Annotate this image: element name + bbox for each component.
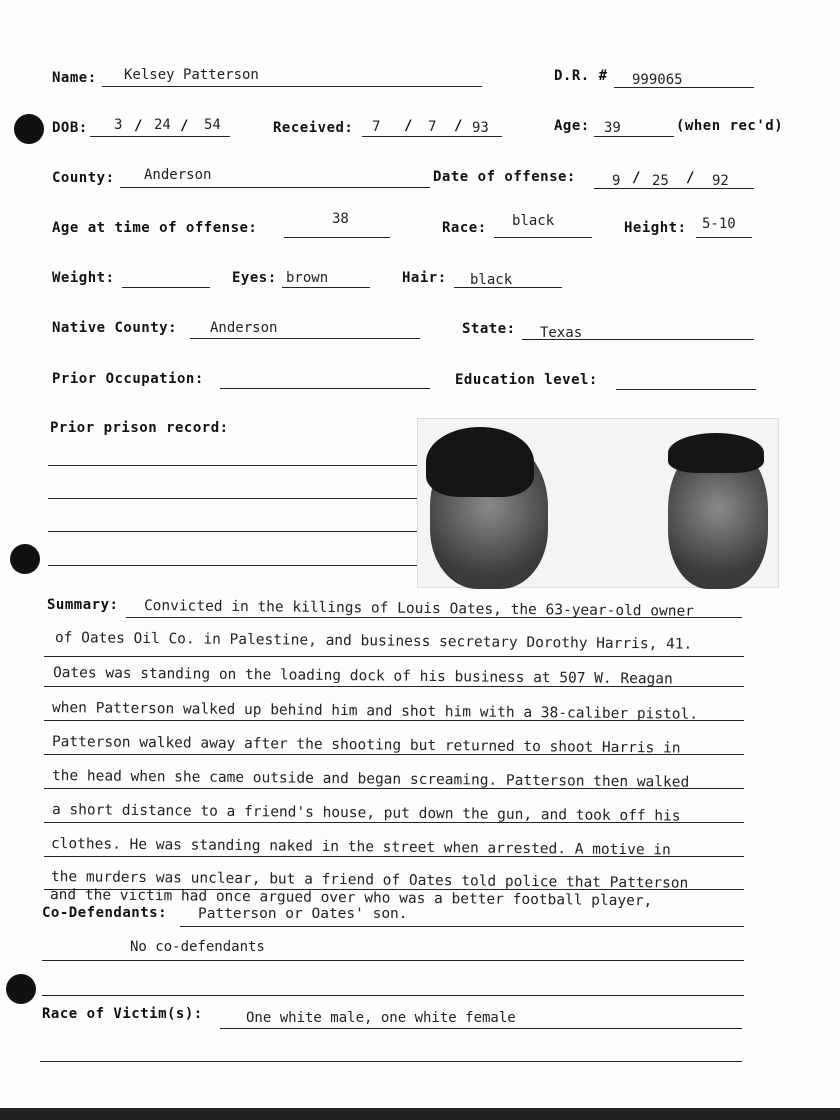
slash: / — [632, 170, 641, 186]
summary-line: the murders was unclear, but a friend of Oates told police that Patterson — [50, 869, 689, 892]
received-day: 7 — [428, 119, 437, 135]
hair-line — [454, 287, 562, 288]
dob-line — [90, 136, 230, 137]
slash: / — [454, 118, 463, 134]
punch-hole — [6, 974, 36, 1004]
education-line — [616, 389, 756, 390]
dob-year: 54 — [204, 117, 221, 133]
summary-rule — [44, 686, 744, 687]
frontal-hair — [668, 433, 764, 473]
occupation-line — [220, 388, 430, 389]
prior-record-line — [48, 531, 418, 532]
dr-line — [614, 87, 754, 88]
summary-line: Patterson walked away after the shooting but returned to shoot Harris in — [51, 734, 681, 757]
native-county-value: Anderson — [210, 320, 278, 336]
codefendants-rule — [42, 960, 744, 961]
county-line — [120, 187, 430, 188]
offense-day: 25 — [652, 173, 669, 189]
county-label: County: — [52, 170, 115, 186]
punch-hole — [14, 114, 44, 144]
codefendants-value: No co-defendants — [130, 939, 265, 955]
summary-line: Convicted in the killings of Louis Oates, the 63-year-old owner — [143, 598, 695, 620]
victim-race-label: Race of Victim(s): — [42, 1006, 203, 1022]
age-offense-value: 38 — [332, 211, 349, 227]
hair-label: Hair: — [402, 270, 447, 286]
slash: / — [686, 170, 695, 186]
age-label: Age: — [554, 118, 590, 134]
summary-line: the head when she came outside and began screaming. Patterson then walked — [51, 768, 690, 791]
summary-line: Oates was standing on the loading dock of his business at 507 W. Reagan — [52, 665, 673, 688]
summary-rule — [44, 656, 744, 657]
eyes-label: Eyes: — [232, 270, 277, 286]
summary-label: Summary: — [47, 597, 119, 613]
age-offense-label: Age at time of offense: — [52, 220, 258, 236]
slash: / — [180, 118, 189, 134]
summary-line: of Oates Oil Co. in Palestine, and business secretary Dorothy Harris, 41. — [54, 630, 693, 653]
height-label: Height: — [624, 220, 687, 236]
codefendants-rule — [42, 995, 744, 996]
occupation-label: Prior Occupation: — [52, 371, 204, 387]
eyes-line — [282, 287, 370, 288]
codefendants-label: Co-Defendants: — [42, 905, 168, 921]
dob-label: DOB: — [52, 120, 88, 136]
prior-record-line — [48, 465, 418, 466]
race-value: black — [512, 213, 555, 229]
hair-value: black — [470, 272, 513, 288]
age-offense-line — [284, 237, 390, 238]
summary-rule — [44, 788, 744, 789]
education-label: Education level: — [455, 372, 598, 388]
received-year: 93 — [472, 120, 489, 136]
prior-record-line — [48, 498, 418, 499]
name-label: Name: — [52, 70, 97, 86]
received-label: Received: — [273, 120, 354, 136]
height-value: 5-10 — [702, 216, 736, 232]
summary-rule — [44, 754, 744, 755]
native-county-line — [190, 338, 420, 339]
offense-line — [594, 188, 754, 189]
weight-label: Weight: — [52, 270, 115, 286]
received-line — [362, 136, 502, 137]
state-line — [522, 339, 754, 340]
scan-edge — [0, 1108, 840, 1120]
state-value: Texas — [540, 325, 583, 341]
age-note: (when rec'd) — [676, 118, 784, 134]
dr-value: 999065 — [632, 72, 683, 88]
height-line — [696, 237, 752, 238]
dob-month: 3 — [114, 117, 123, 133]
summary-rule — [126, 617, 742, 618]
eyes-value: brown — [286, 270, 329, 286]
dob-day: 24 — [154, 117, 171, 133]
summary-rule — [44, 720, 744, 721]
offense-month: 9 — [612, 173, 621, 189]
state-label: State: — [462, 321, 516, 337]
codefendants-line: Patterson or Oates' son. — [198, 906, 408, 922]
race-line — [494, 237, 592, 238]
slash: / — [404, 118, 413, 134]
slash: / — [134, 118, 143, 134]
race-label: Race: — [442, 220, 487, 236]
summary-line: a short distance to a friend's house, put down the gun, and took off his — [51, 802, 681, 825]
summary-line: when Patterson walked up behind him and shot him with a 38-caliber pistol. — [51, 700, 699, 723]
offense-year: 92 — [712, 173, 729, 189]
profile-hair — [426, 427, 534, 497]
name-value: Kelsey Patterson — [124, 67, 259, 83]
age-value: 39 — [604, 120, 621, 136]
punch-hole — [10, 544, 40, 574]
dr-label: D.R. # — [554, 68, 608, 84]
offense-date-label: Date of offense: — [433, 169, 576, 185]
summary-rule — [44, 822, 744, 823]
summary-line: and the victim had once argued over who was a better football player, — [49, 887, 653, 910]
prior-record-line — [48, 565, 418, 566]
summary-line: clothes. He was standing naked in the street when arrested. A motive in — [50, 836, 671, 859]
victim-race-line — [220, 1028, 742, 1029]
name-line — [102, 86, 482, 87]
victim-race-value: One white male, one white female — [246, 1010, 516, 1026]
age-line — [594, 136, 674, 137]
native-county-label: Native County: — [52, 320, 178, 336]
county-value: Anderson — [144, 167, 212, 183]
mugshot-photo — [417, 418, 779, 588]
prior-record-label: Prior prison record: — [50, 420, 229, 436]
received-month: 7 — [372, 119, 381, 135]
codefendants-rule — [180, 926, 744, 927]
weight-line — [122, 287, 210, 288]
blank-line — [40, 1061, 742, 1062]
summary-rule — [44, 856, 744, 857]
